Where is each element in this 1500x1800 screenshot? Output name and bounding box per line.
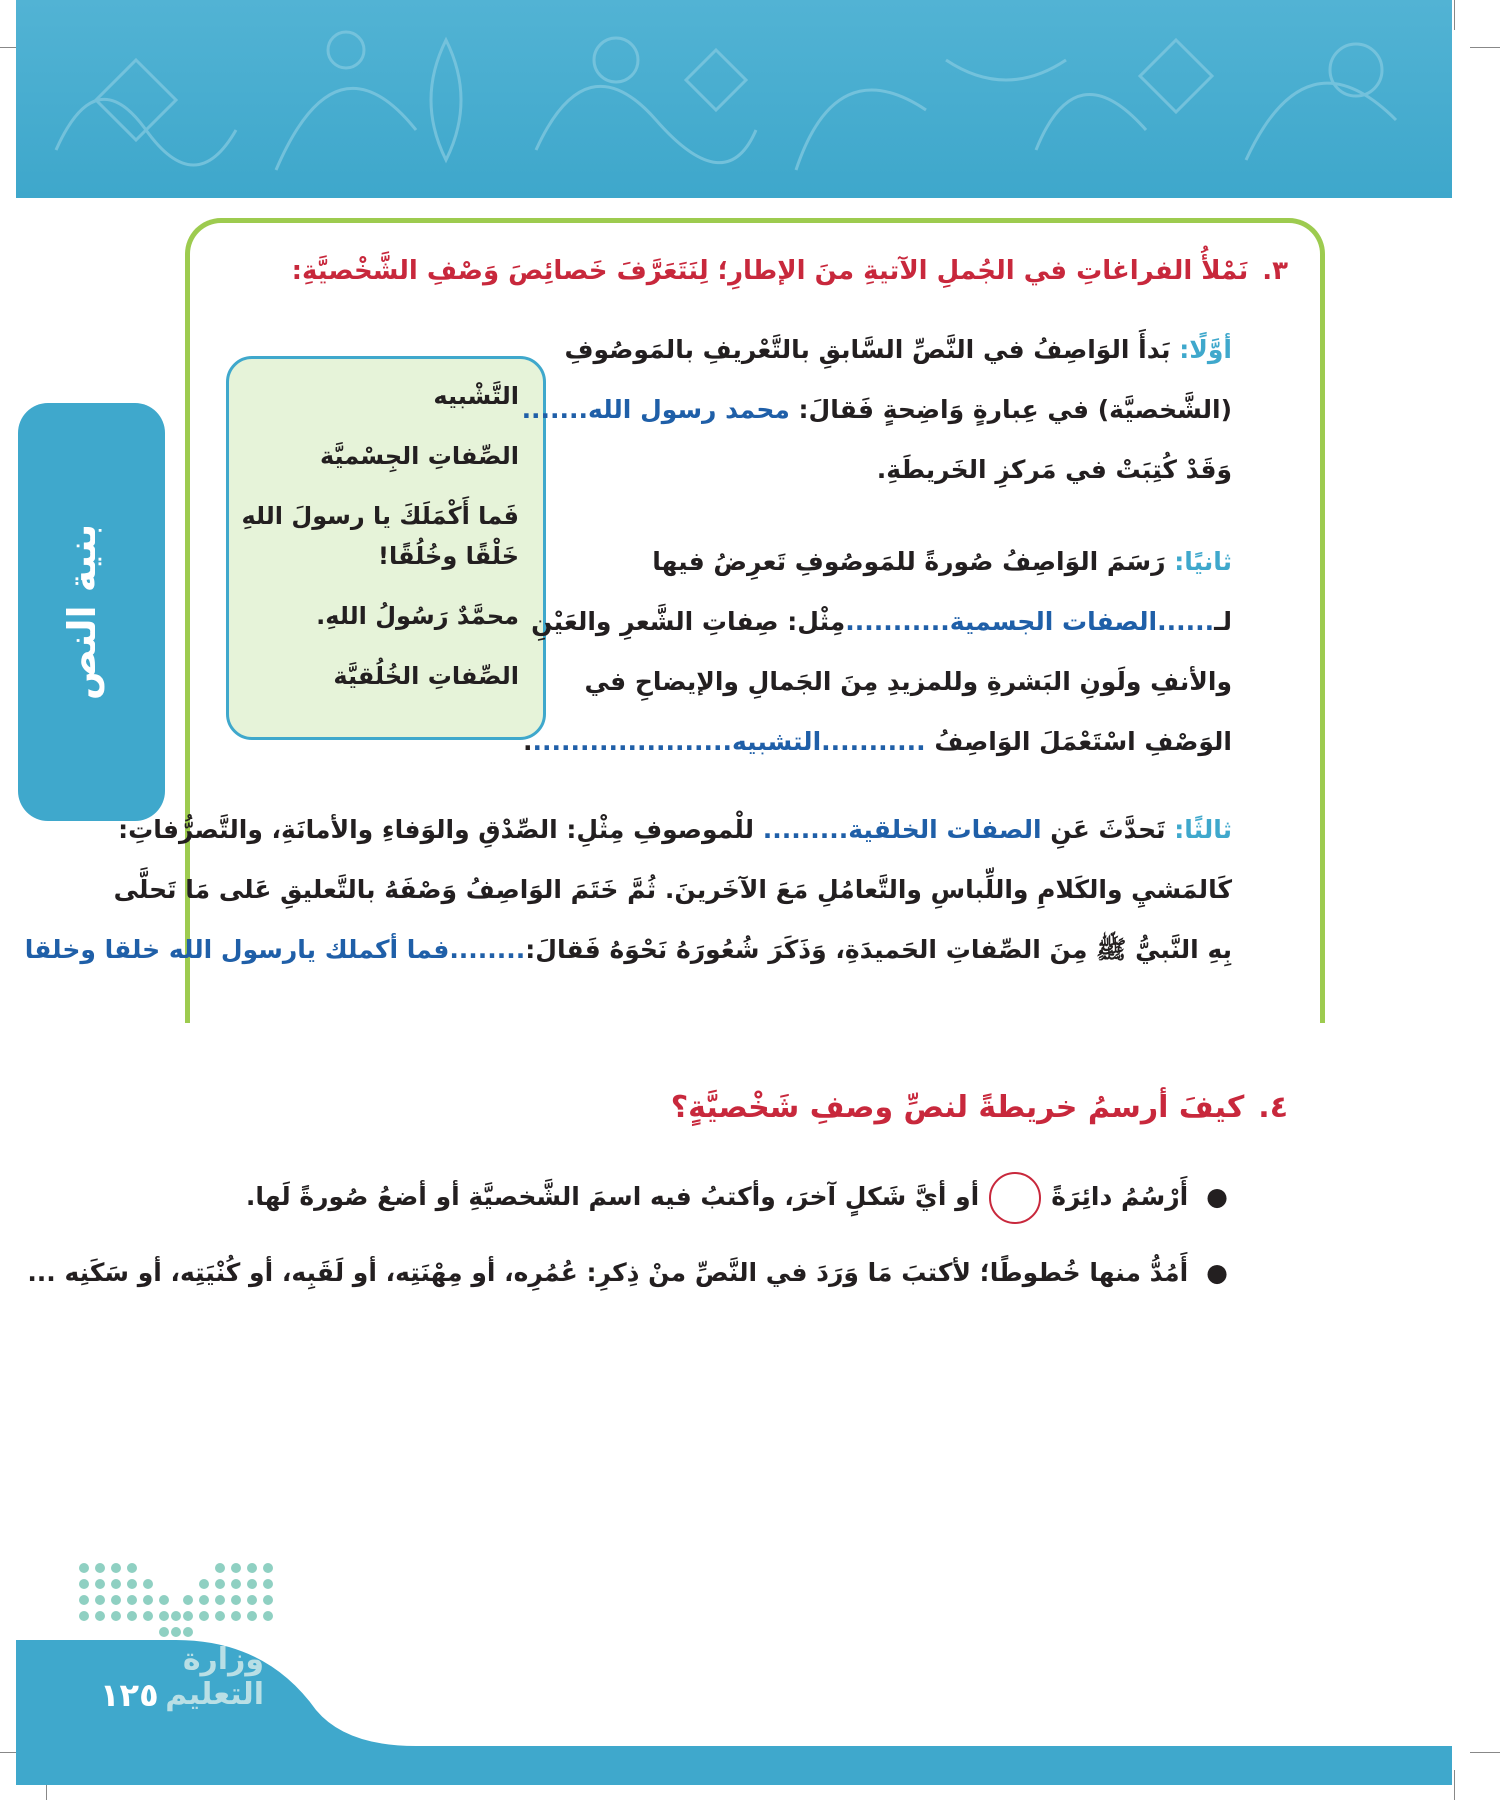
question-4-text: كيفَ أرسمُ خريطةً لنصِّ وصفِ شَخْصيَّةٍ؟ bbox=[670, 1090, 1245, 1125]
paragraph-line: (الشَّخصيَّة) في عِبارةٍ وَاضِحةٍ فَقالَ: محمد رسول الله....... bbox=[521, 395, 1232, 424]
calligraphy-pattern bbox=[16, 0, 1452, 198]
word-bank-item: التَّشْبيه bbox=[433, 382, 519, 410]
word-bank-item: فَما أَكْمَلَكَ يا رسولَ اللهِ bbox=[241, 502, 519, 530]
paragraph-line bbox=[564, 320, 1232, 380]
paragraph-text: للْموصوفِ مِثْلِ: الصِّدْقِ والوَفاءِ والأمانَةِ، والتَّصرُّفاتِ: bbox=[118, 815, 754, 844]
section-tab-label: بنية النص bbox=[60, 523, 104, 701]
word-bank-item: محمَّدٌ رَسُولُ اللهِ. bbox=[316, 602, 519, 630]
crop-mark bbox=[1470, 47, 1500, 48]
paragraph-text: (الشَّخصيَّة) في عِبارةٍ وَاضِحةٍ فَقالَ: bbox=[798, 395, 1232, 424]
paragraph-line bbox=[572, 532, 1232, 592]
answer-fill: الصفات الخلقية bbox=[848, 815, 1042, 844]
crop-mark bbox=[1470, 1752, 1500, 1753]
paragraph-first bbox=[521, 320, 1232, 500]
word-bank-item: الصِّفاتِ الخُلُقيَّة bbox=[333, 662, 519, 690]
paragraph-line: بِهِ النَّبيُّ ﷺ مِنَ الصِّفاتِ الحَميدَةِ، وَذَكَرَ شُعُورَهُ نَحْوَهُ فَقالَ:........فما أكملك يارسول الله خلقا وخلقا bbox=[24, 935, 1232, 964]
lead-first: أوَّلًا: bbox=[1179, 335, 1232, 364]
bullet-item bbox=[27, 1258, 1228, 1287]
paragraph-text: تَحدَّثَ عَنِ bbox=[1050, 815, 1166, 844]
paragraph-line: لـ......الصفات الجسمية...........مِثْل: صِفاتِ الشَّعرِ والعَيْنِ bbox=[531, 607, 1232, 636]
paragraph-text: بِهِ النَّبيُّ ﷺ مِنَ الصِّفاتِ الحَميدَةِ، وَذَكَرَ شُعُورَهُ نَحْوَهُ فَقالَ: bbox=[525, 935, 1232, 964]
paragraph-text: والأنفِ ولَونِ البَشرةِ وللمزيدِ مِنَ الجَمالِ والإيضاحِ في bbox=[584, 667, 1232, 696]
answer-fill: فما أكملك يارسول الله خلقا وخلقا bbox=[24, 935, 450, 964]
lead-second: ثانيًا: bbox=[1174, 547, 1232, 576]
question-3-title bbox=[288, 256, 1288, 286]
paragraph-text: رَسَمَ الوَاصِفُ صُورةً للمَوصُوفِ تَعرِضُ فيها bbox=[652, 547, 1166, 576]
bullet-text: أَمُدُّ منها خُطوطًا؛ لأكتبَ مَا وَرَدَ في النَّصِّ منْ ذِكرِ: عُمُرِه، أو مِهْنَتِه، أو لَقَبِه، أو كُنْيَتِه، أو سَكَنِه ... bbox=[27, 1258, 1189, 1287]
bullet-text: أو أيَّ شَكلٍ آخرَ، وأكتبُ فيه اسمَ الشَّخصيَّةِ أو أضعُ صُورةً لَها. bbox=[245, 1182, 980, 1211]
paragraph-text: مِثْل: صِفاتِ الشَّعرِ والعَيْنِ bbox=[531, 607, 846, 636]
paragraph-third bbox=[24, 800, 1232, 980]
answer-fill: الصفات الجسمية bbox=[949, 607, 1158, 636]
bullet-text: أَرْسُمُ دائِرَةً bbox=[1051, 1182, 1189, 1211]
paragraph-line bbox=[572, 652, 1232, 712]
paragraph-line: ثالثًا: تَحدَّثَ عَنِ الصفات الخلقية......... للْموصوفِ مِثْلِ: الصِّدْقِ والوَفاءِ والأمانَةِ، والتَّصرُّفاتِ: bbox=[118, 815, 1232, 844]
paragraph-text: وَقَدْ كُتِبَتْ في مَركزِ الخَريطَةِ. bbox=[876, 455, 1232, 484]
word-bank-item: خَلْقًا وخُلُقًا! bbox=[378, 542, 519, 570]
lead-third: ثالثًا: bbox=[1174, 815, 1232, 844]
circle-icon bbox=[989, 1172, 1041, 1224]
paragraph-line: الوَصْفِ اسْتَعْمَلَ الوَاصِفُ ...........التشبيه...................... bbox=[523, 727, 1232, 756]
paragraph-text: الوَصْفِ اسْتَعْمَلَ الوَاصِفُ bbox=[934, 727, 1232, 756]
answer-fill: التشبيه bbox=[731, 727, 822, 756]
answer-fill: محمد رسول الله bbox=[588, 395, 790, 424]
word-bank-list bbox=[229, 359, 543, 691]
bullet-item bbox=[228, 1172, 1228, 1224]
paragraph-text: كَالمَشيِ والكَلامِ واللِّباسِ والتَّعامُلِ مَعَ الآخَرينَ. ثُمَّ خَتَمَ الوَاصِفُ وَصْفَهُ بالتَّعليقِ عَلى مَا تَحلَّى bbox=[113, 875, 1232, 904]
paragraph-text: . bbox=[523, 727, 533, 756]
question-3-text: نَمْلأُ الفراغاتِ في الجُملِ الآتيةِ منَ الإطارِ؛ لِنَتَعَرَّفَ خَصائِصَ وَصْفِ الشَّخْصيَّةِ: bbox=[291, 256, 1249, 286]
header-band bbox=[16, 0, 1452, 198]
paragraph-text: بَدأَ الوَاصِفُ في النَّصِّ السَّابقِ بالتَّعْريفِ بالمَوصُوفِ bbox=[564, 335, 1171, 364]
crop-mark bbox=[1454, 1770, 1455, 1800]
question-4-number: ٤. bbox=[1258, 1090, 1288, 1125]
word-bank-item: الصِّفاتِ الجِسْميَّة bbox=[319, 442, 519, 470]
ministry-name: وزارة التعليم bbox=[165, 1642, 264, 1712]
page-number: ١٢٥ bbox=[100, 1676, 159, 1714]
bullet-dot: ● bbox=[1206, 1258, 1228, 1287]
paragraph-text: لـ bbox=[1214, 607, 1232, 636]
question-3-number: ٣. bbox=[1262, 256, 1288, 286]
crop-mark bbox=[1454, 0, 1455, 30]
paragraph-line bbox=[113, 860, 1232, 920]
paragraph-second bbox=[523, 532, 1232, 772]
question-4-title bbox=[288, 1090, 1288, 1125]
paragraph-line bbox=[572, 440, 1232, 500]
word-bank-box bbox=[226, 356, 546, 740]
bullet-dot: ● bbox=[1206, 1182, 1228, 1211]
